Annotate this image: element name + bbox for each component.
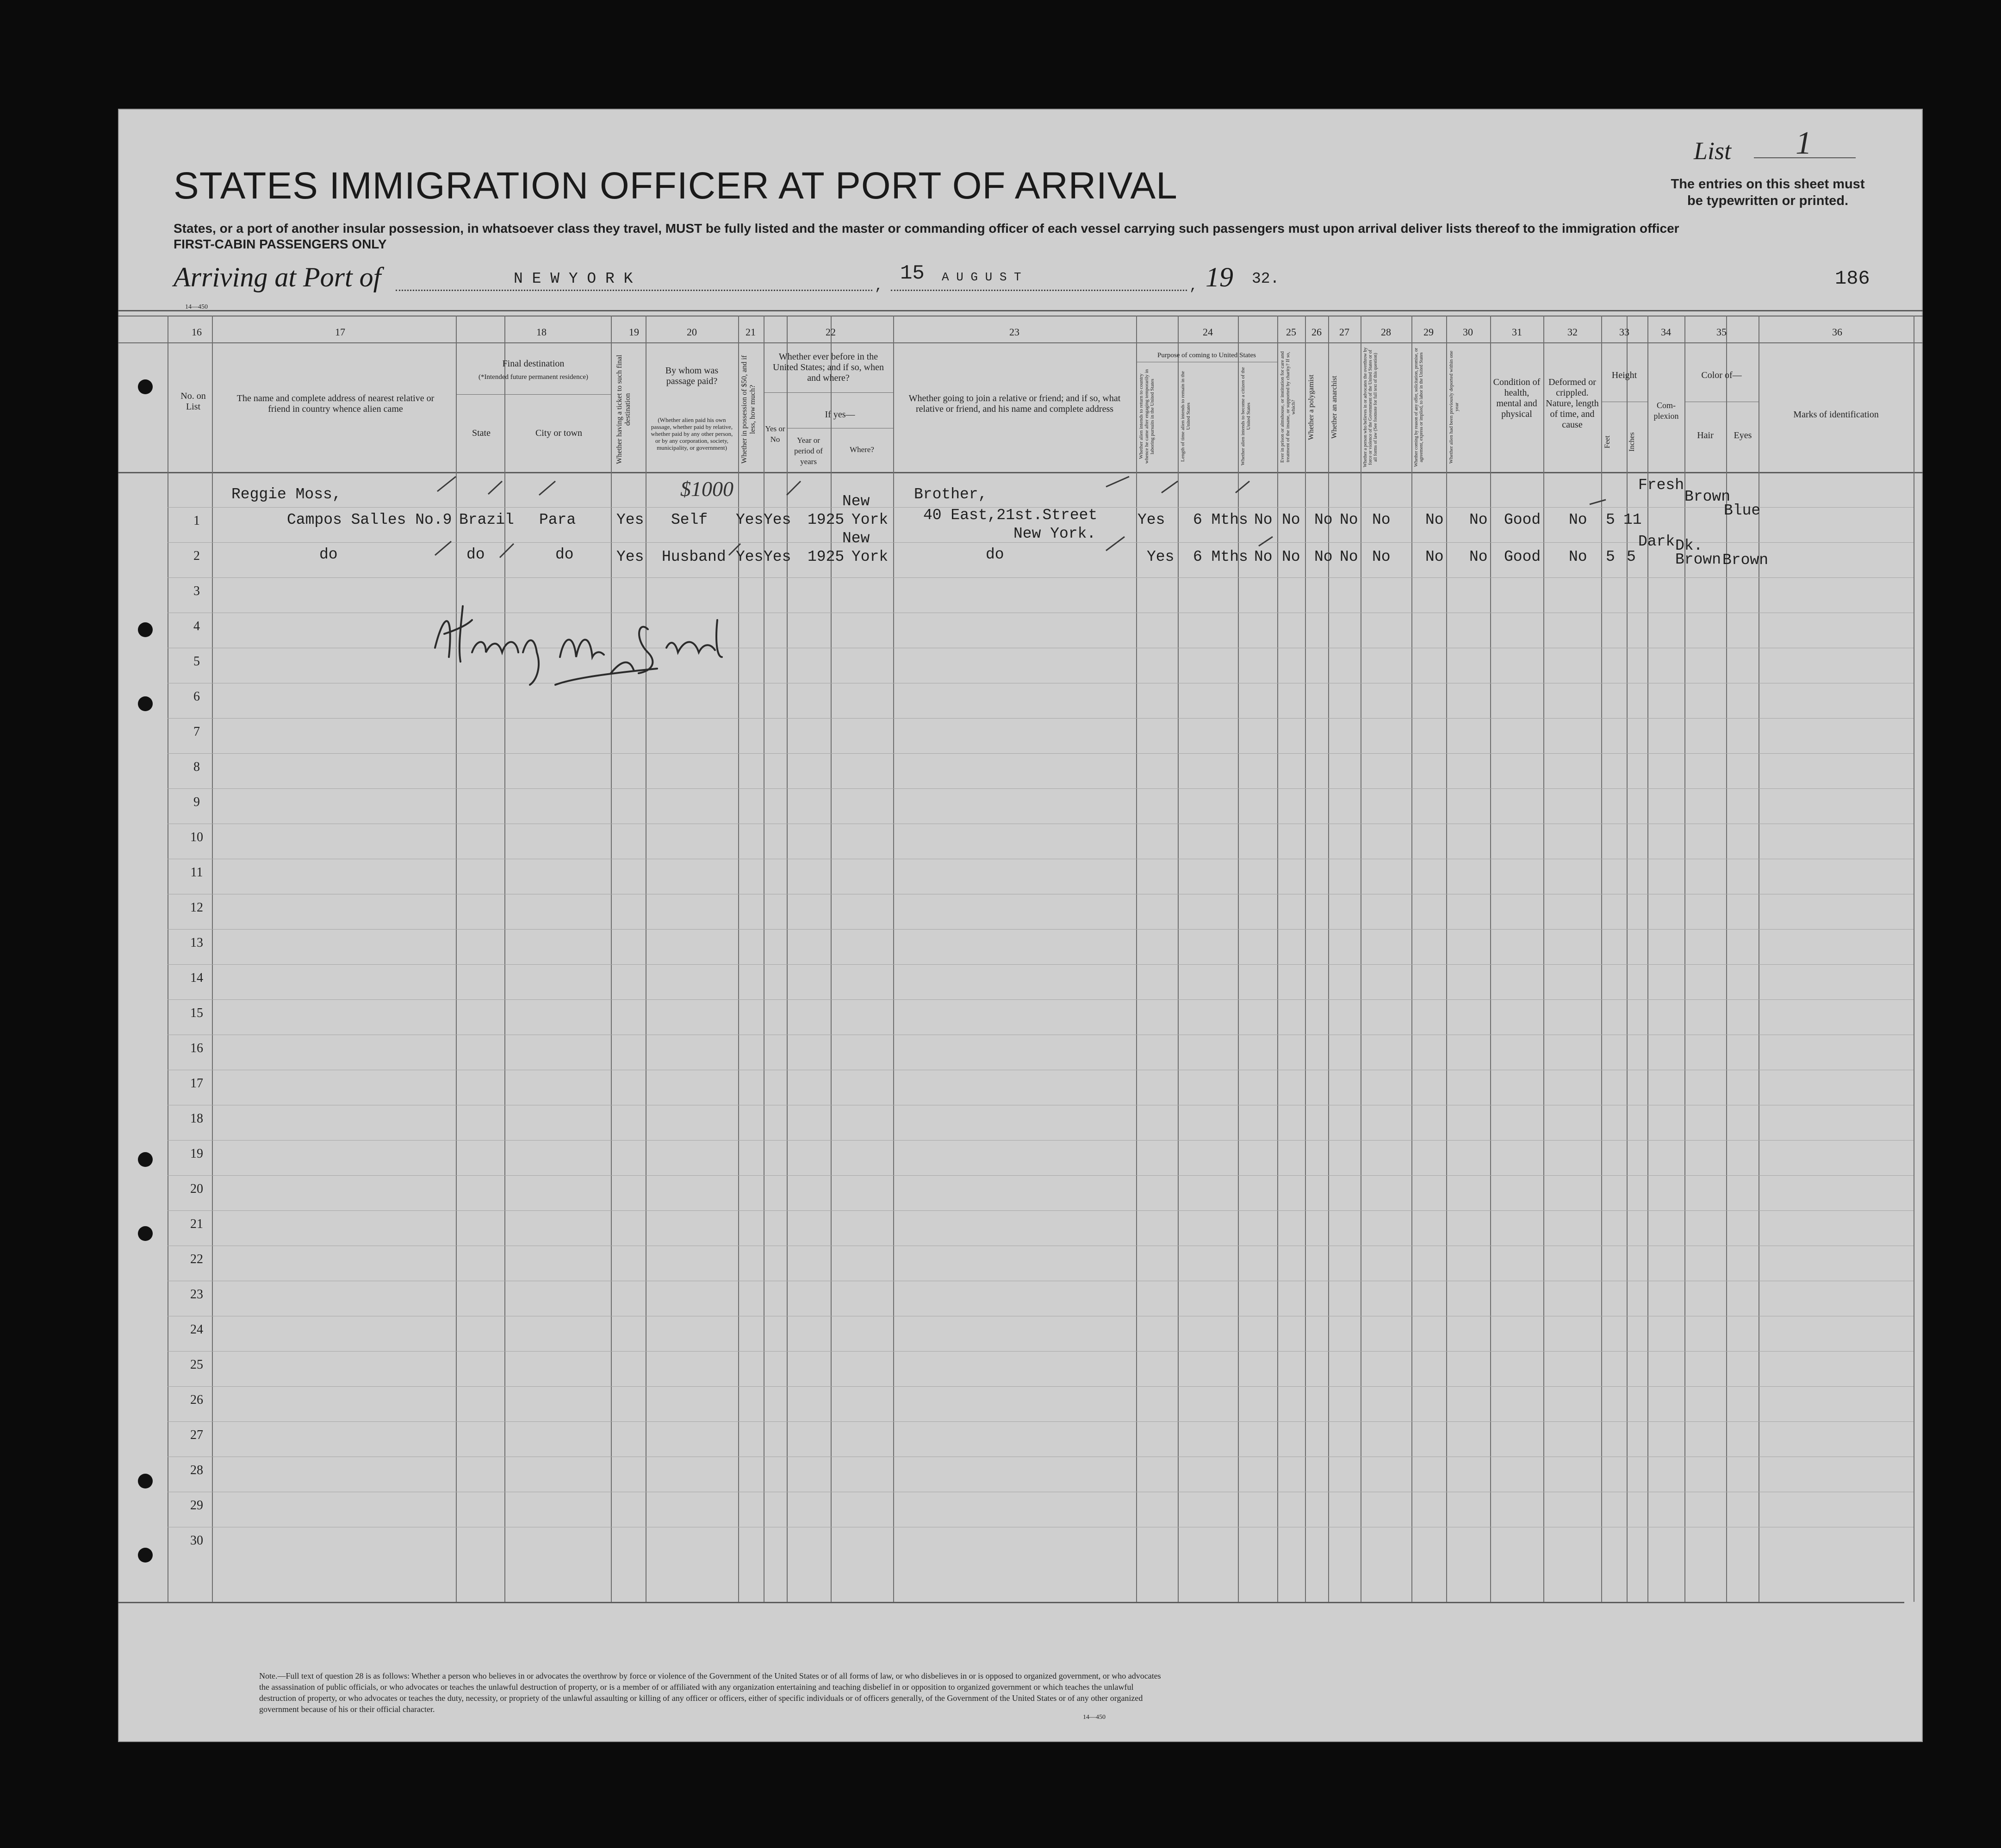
row1-where-2: York (851, 511, 889, 528)
binder-hole (138, 622, 153, 637)
row1-join-1: Brother, (914, 486, 988, 503)
row1-polygamist: No (1314, 511, 1333, 528)
row1-q30: No (1469, 511, 1488, 528)
instruction-line-1: The entries on this sheet must (1671, 177, 1865, 192)
col-number: 35 (1716, 326, 1727, 338)
row-number: 30 (190, 1533, 203, 1548)
row2-before: Yes (764, 548, 791, 565)
row2-q29: No (1425, 548, 1444, 565)
header-q30: Whether alien had been previously deported within one year (1448, 350, 1460, 464)
col-number: 16 (192, 326, 202, 338)
row1-prison: No (1282, 511, 1300, 528)
row2-purpose-c: No (1254, 548, 1273, 565)
header-ticket: Whether having a ticket to such final destination (615, 354, 632, 465)
header-before: Whether ever before in the United States; and if so, when and where? (773, 352, 884, 383)
row-number: 13 (190, 936, 203, 950)
header-anarchist: Whether an anarchist (1330, 376, 1338, 439)
row-number: 29 (190, 1498, 203, 1513)
row2-join-1: do (986, 546, 1004, 563)
col-number: 31 (1512, 326, 1522, 338)
col-number: 30 (1463, 326, 1473, 338)
row2-city: do (555, 546, 574, 563)
instruction-line-2: be typewritten or printed. (1687, 193, 1849, 208)
row2-purpose-a: Yes (1147, 548, 1174, 565)
row2-prison: No (1282, 548, 1300, 565)
row-number: 24 (190, 1322, 203, 1337)
row1-complexion: Fresh (1638, 477, 1684, 494)
header-money: Whether in possession of $50, and if less, how much? (740, 355, 757, 464)
col-number: 25 (1286, 326, 1296, 338)
header-city: City or town (535, 428, 583, 438)
row-rule (168, 999, 1914, 1000)
footnote-form-mark: 14—450 (1083, 1714, 1106, 1721)
binder-hole (138, 1548, 153, 1563)
row1-purpose-a: Yes (1137, 511, 1165, 528)
col-number: 24 (1203, 326, 1213, 338)
row2-passage: Husband (662, 548, 726, 565)
row2-health: Good (1504, 548, 1541, 565)
row1-inches: 11 (1623, 511, 1642, 528)
day-value: 15 (900, 262, 925, 285)
row-number: 8 (193, 760, 200, 774)
header-inches: Inches (1628, 432, 1636, 452)
year-suffix: 32. (1252, 270, 1280, 287)
col-number: 34 (1661, 326, 1671, 338)
row2-where-2: York (851, 548, 889, 565)
binder-hole (138, 696, 153, 711)
row2-purpose-b: 6 Mths (1193, 548, 1248, 565)
header-period: Year or period of years (794, 436, 823, 466)
row-rule (168, 718, 1914, 719)
col-number: 27 (1339, 326, 1349, 338)
row1-purpose-b: 6 Mths (1193, 511, 1248, 528)
row-number: 6 (193, 689, 200, 704)
row-number: 9 (193, 795, 200, 809)
col-number: 22 (826, 326, 836, 338)
row1-deformed: No (1569, 511, 1587, 528)
row2-where-1: New (842, 530, 870, 547)
row-rule (168, 1210, 1914, 1211)
row-number: 1 (193, 514, 200, 528)
list-label: List (1694, 137, 1732, 165)
header-hair: Hair (1697, 430, 1714, 440)
header-purpose: Purpose of coming to United States (1157, 352, 1256, 359)
footnote: Note.—Full text of question 28 is as follows: Whether a person who believes in or advocates the overthrow by force or violence of the Government of the United States or of all forms of law, or who disbelieves in or is opposed to organized government, or who advocates the assassination of public officials, or who advocates or teaches the unlawful destruction of property, or is a member of or affiliated with any organization entertaining and teaching disbelief in or opposition to organized government or which teaches the unlawful destruction of property, or who advocates or teaches the duty, necessity, or propriety of the unlawful assaulting or killing of any officer or officers, either of specific individuals or of officers generally, of the Government of the United States or of any other organized government because of his or their official character. (259, 1671, 1161, 1714)
header-complexion: Com-plexion (1653, 401, 1679, 421)
row1-money: Yes (736, 511, 764, 528)
row2-anarchist: No (1340, 548, 1358, 565)
form-mark: 14—450 (185, 304, 208, 310)
row1-relative-name: Reggie Moss, (231, 486, 342, 503)
row-number: 28 (190, 1463, 203, 1477)
row1-q29: No (1425, 511, 1444, 528)
header-yes-no: Yes or No (765, 424, 785, 444)
row1-passage: Self (671, 511, 708, 528)
row-number: 25 (190, 1358, 203, 1372)
row-number: 26 (190, 1393, 203, 1407)
binder-hole (138, 1152, 153, 1167)
col-number: 29 (1423, 326, 1434, 338)
row-number: 23 (190, 1287, 203, 1302)
row-number: 11 (190, 865, 203, 880)
row-rule (168, 1351, 1914, 1352)
row-rule (168, 1386, 1914, 1387)
arriving-label: Arriving at Port of (174, 262, 381, 292)
page-title: STATES IMMIGRATION OFFICER AT PORT OF ARRIVAL (174, 165, 1178, 207)
inspector-signature (416, 592, 777, 694)
header-deformed: Deformed or crippled. Nature, length of time, and cause (1546, 377, 1599, 430)
row1-state: Brazil (459, 511, 514, 528)
header-eyes: Eyes (1734, 430, 1752, 440)
year-prefix: 19 (1206, 262, 1233, 292)
row2-relative-name: do (319, 546, 338, 563)
row2-eyes: Brown (1722, 552, 1769, 569)
row-rule (168, 1175, 1914, 1176)
header-color-of: Color of— (1701, 370, 1742, 380)
col-number: 19 (629, 326, 639, 338)
row-number: 15 (190, 1006, 203, 1020)
header-health: Condition of health, mental and physical (1493, 377, 1541, 419)
row-number: 12 (190, 900, 203, 915)
row2-q28: No (1372, 548, 1391, 565)
month-value: A U G U S T (942, 270, 1021, 284)
header-height: Height (1611, 370, 1637, 380)
row-number: 18 (190, 1111, 203, 1126)
row1-health: Good (1504, 511, 1541, 528)
row2-complexion: Dark (1638, 533, 1675, 550)
row-number: 20 (190, 1182, 203, 1196)
passenger-class: FIRST-CABIN PASSENGERS ONLY (174, 237, 387, 251)
row2-hair: Dk. Brown (1675, 537, 1721, 568)
row1-money-note: $1000 (680, 477, 733, 501)
row-rule (168, 929, 1914, 930)
row2-q30: No (1469, 548, 1488, 565)
header-marks: Marks of identification (1793, 409, 1879, 420)
row-rule (168, 788, 1914, 789)
row1-feet: 5 (1606, 511, 1615, 528)
row1-join-2: 40 East,21st.Street (923, 507, 1098, 524)
header-final-destination-note: (*Intended future permanent residence) (478, 373, 588, 381)
row-number: 3 (193, 584, 200, 598)
row-number: 4 (193, 619, 200, 633)
col-number: 36 (1832, 326, 1842, 338)
row-number: 21 (190, 1217, 203, 1231)
col-number: 20 (687, 326, 697, 338)
col-number: 33 (1619, 326, 1629, 338)
header-purpose-b: Length of time alien intends to remain in the United States (1180, 371, 1191, 462)
row1-ticket: Yes (616, 511, 644, 528)
row1-purpose-c: No (1254, 511, 1273, 528)
col-number: 18 (536, 326, 547, 338)
col-number: 32 (1567, 326, 1578, 338)
row2-inches: 5 (1627, 548, 1636, 565)
row1-city: Para (539, 511, 576, 528)
header-join: Whether going to join a relative or friend; and if so, what relative or friend, and his name and complete address (908, 393, 1121, 414)
check-marks (0, 0, 2001, 578)
col-number: 26 (1311, 326, 1322, 338)
row-number: 27 (190, 1428, 203, 1442)
row-number: 2 (193, 549, 200, 563)
page-subtitle: States, or a port of another insular possession, in whatsoever class they travel, MUST be fully listed and the master or commanding officer of each vessel carrying such passengers must upon arrival deliver lists thereof to the immigration officer (174, 221, 1679, 236)
row-number: 7 (193, 725, 200, 739)
header-no-on-list: No. on List (180, 391, 206, 412)
row2-state: do (466, 546, 485, 563)
header-feet: Feet (1603, 435, 1611, 448)
row-number: 16 (190, 1041, 203, 1055)
row-number: 14 (190, 971, 203, 985)
binder-hole (138, 1474, 153, 1488)
page-number: 186 (1835, 267, 1870, 290)
header-where: Where? (850, 445, 874, 454)
header-passage-note: (Whether alien paid his own passage, whether paid by relative, whether paid by any other person, or by any corporation, society, municipality, or government) (651, 416, 733, 451)
row-rule (168, 753, 1914, 754)
col-number: 23 (1009, 326, 1019, 338)
header-prison: Ever in prison or almshouse, or institution for care and treatment of the insane, or supported by charity? If so, which? (1280, 351, 1296, 463)
row2-money: Yes (736, 548, 764, 565)
row1-q28: No (1372, 511, 1391, 528)
row-rule (168, 964, 1914, 965)
row-rule (168, 1140, 1914, 1141)
row-number: 10 (190, 830, 203, 844)
header-state: State (472, 428, 491, 438)
row1-hair: Brown (1684, 488, 1731, 505)
row2-period: 1925 (808, 548, 845, 565)
port-value: N E W Y O R K (514, 270, 633, 287)
row2-deformed: No (1569, 548, 1587, 565)
row1-where-1: New (842, 493, 870, 510)
header-polygamist: Whether a polygamist (1307, 374, 1315, 440)
header-purpose-a: Whether alien intends to return to country whence he came after engaging temporarily in laboring pursuits in the United States (1138, 369, 1155, 464)
list-number: 1 (1796, 125, 1812, 161)
row1-period: 1925 (808, 511, 845, 528)
row-rule (168, 1421, 1914, 1422)
header-q29: Whether coming by reason of any offer, solicitation, promise, or agreement, express or implied, to labor in the United States (1414, 347, 1424, 467)
binder-hole (138, 1226, 153, 1241)
row1-before: Yes (764, 511, 791, 528)
header-passage: By whom was passage paid? (665, 366, 719, 386)
row1-eyes: Blue (1724, 502, 1761, 519)
col-number: 21 (746, 326, 756, 338)
row1-join-3: New York. (1013, 525, 1096, 542)
header-purpose-c: Whether alien intends to become a citizen of the United States (1240, 367, 1251, 466)
header-final-destination: Final destination (502, 359, 565, 369)
row1-relative-address: Campos Salles No.9 (287, 511, 452, 528)
row2-ticket: Yes (616, 548, 644, 565)
row1-anarchist: No (1340, 511, 1358, 528)
row-number: 17 (190, 1076, 203, 1091)
row-number: 19 (190, 1147, 203, 1161)
row2-feet: 5 (1606, 548, 1615, 565)
row-number: 5 (193, 654, 200, 669)
header-if-yes: If yes— (825, 409, 855, 420)
col-number: 28 (1381, 326, 1391, 338)
row2-polygamist: No (1314, 548, 1333, 565)
header-relative: The name and complete address of nearest relative or friend in country whence alien came (236, 393, 435, 414)
header-q28: Whether a person who believes in or advocates the overthrow by force or violence of the Government of the United States or of all forms of law (See footnote for full text of this question) (1363, 347, 1378, 467)
row-number: 22 (190, 1252, 203, 1266)
col-number: 17 (335, 326, 345, 338)
